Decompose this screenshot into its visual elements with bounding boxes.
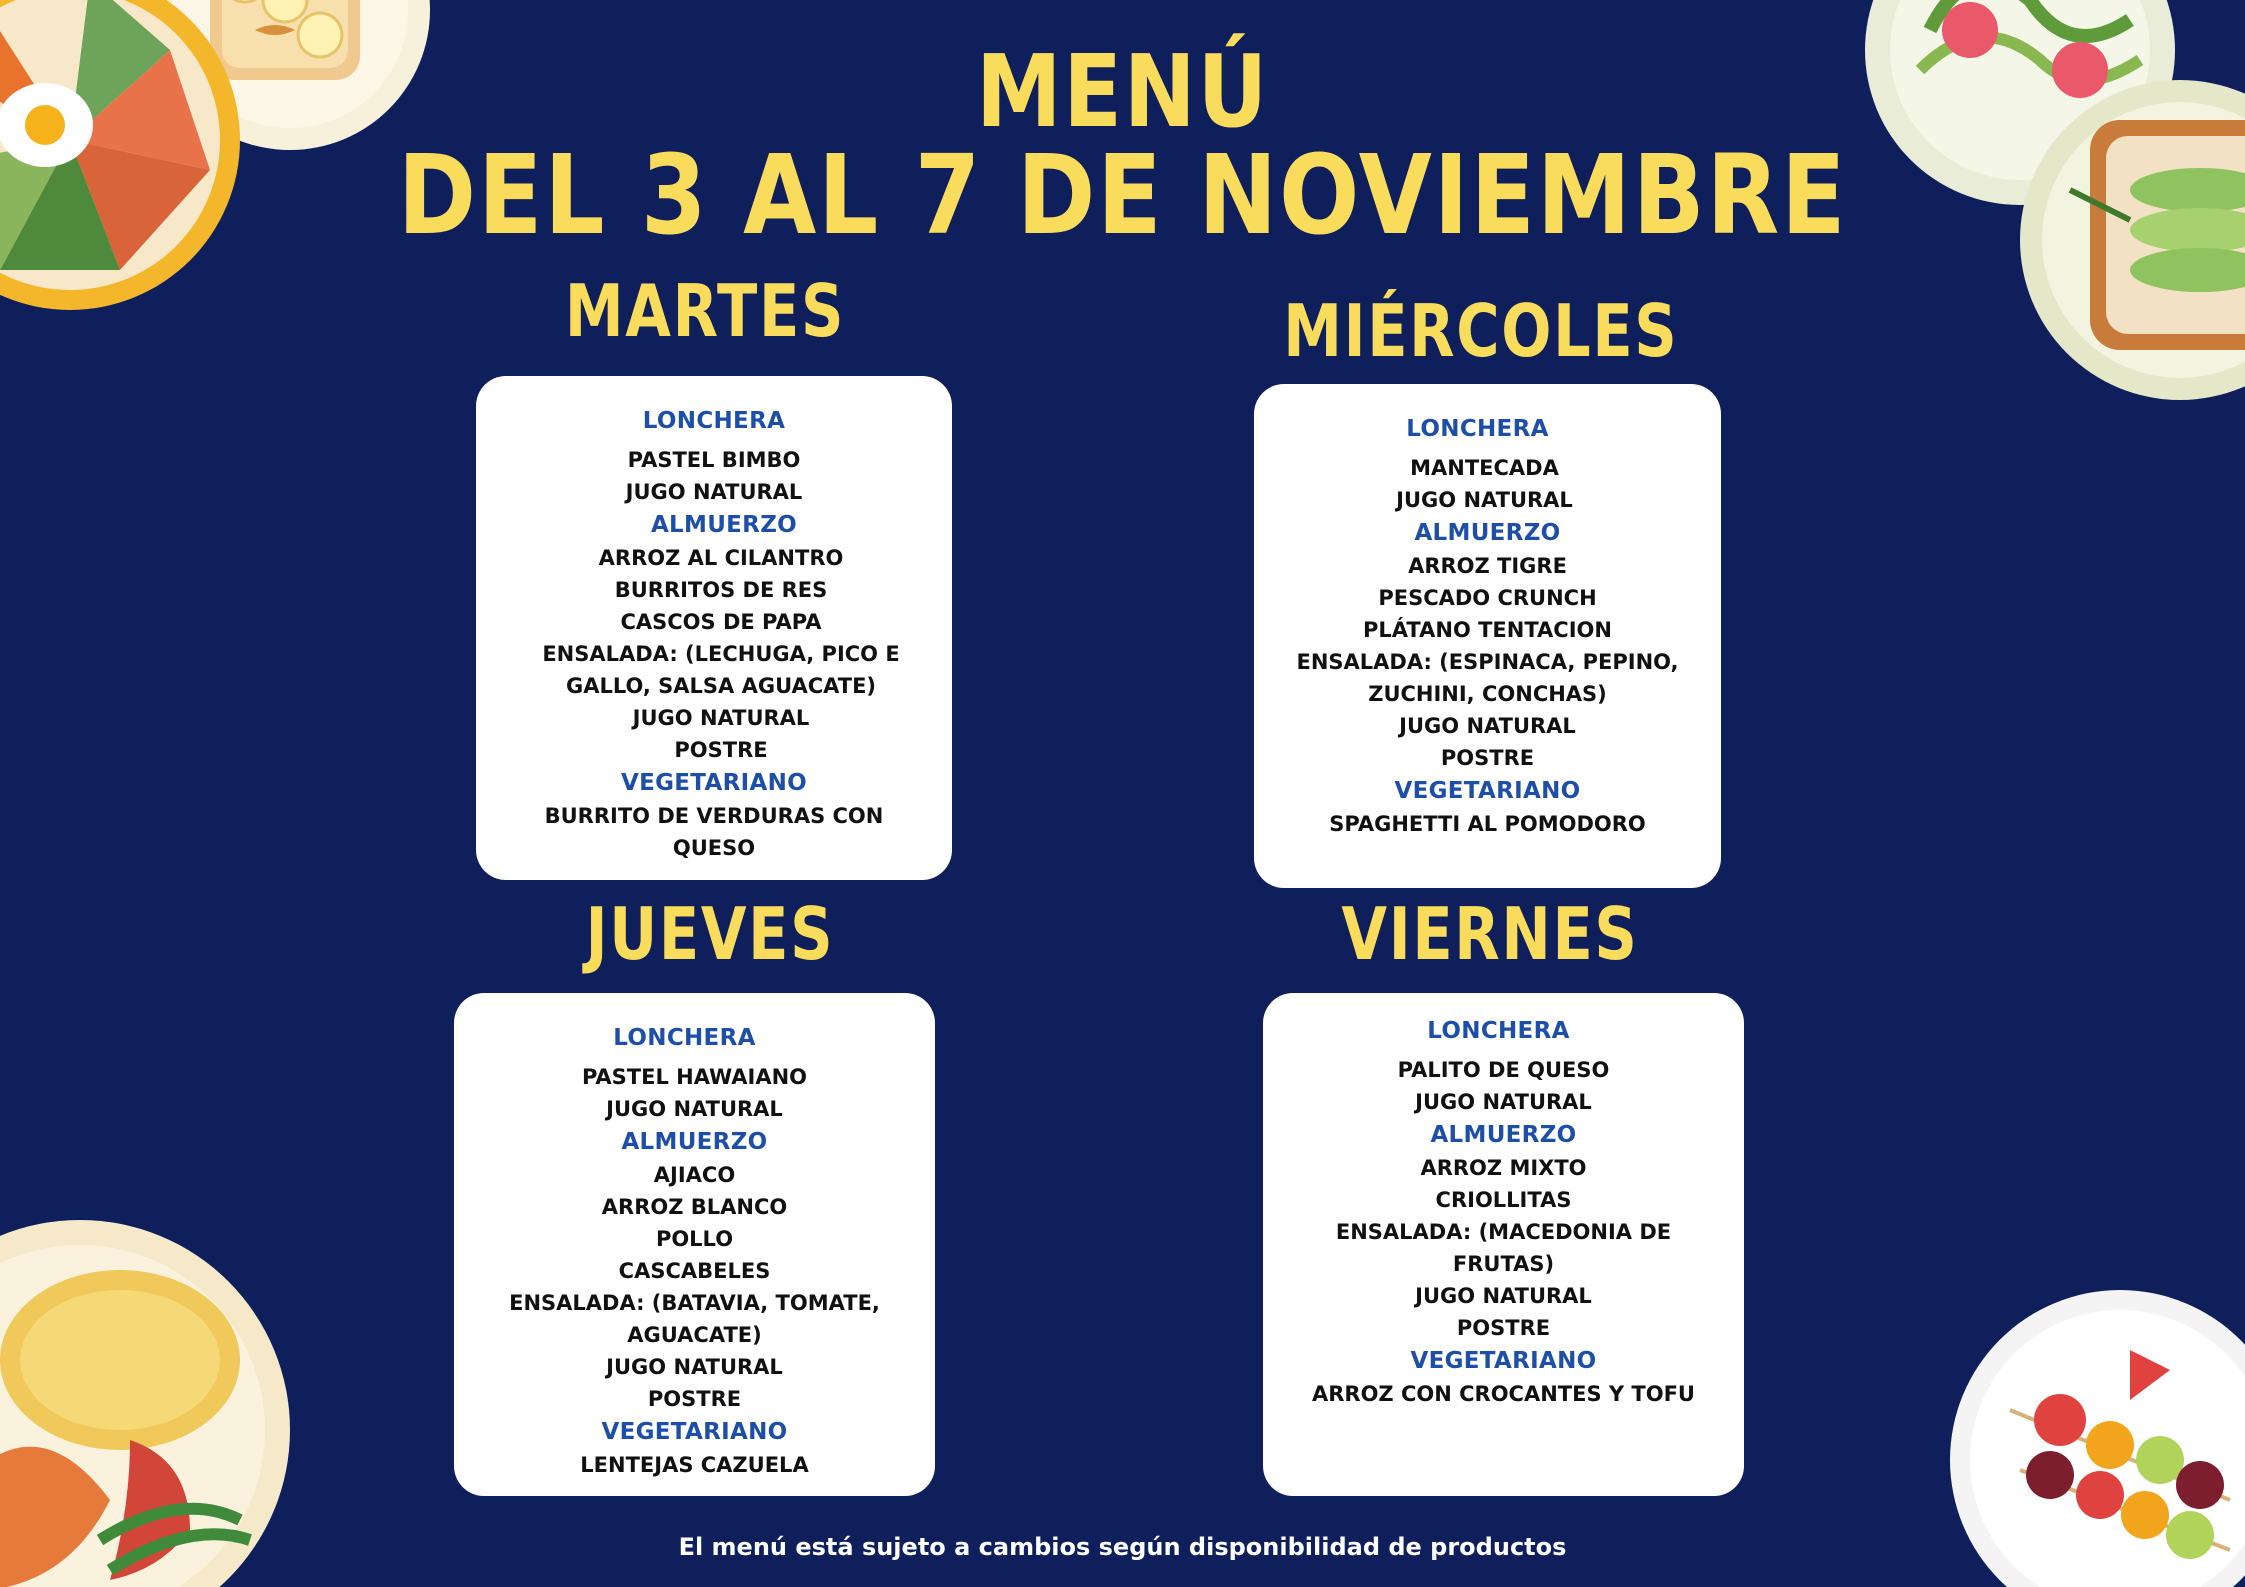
menu-card-miercoles (1254, 384, 1721, 888)
menu-item: POLLO (655, 1227, 734, 1251)
menu-card-martes (476, 376, 952, 880)
day-title-viernes: VIERNES (1341, 892, 1639, 976)
menu-item: FRUTAS) (1452, 1252, 1555, 1276)
section-lonchera: LONCHERA (1406, 416, 1549, 442)
menu-item: ARROZ MIXTO (1420, 1156, 1587, 1180)
menu-item: ARROZ BLANCO (601, 1195, 788, 1219)
menu-item: ARROZ TIGRE (1408, 554, 1567, 578)
menu-item: JUGO NATURAL (625, 480, 803, 504)
day-title-jueves: JUEVES (585, 892, 835, 976)
section-lonchera: LONCHERA (642, 408, 786, 434)
section-lonchera: LONCHERA (1427, 1018, 1570, 1044)
menu-item: GALLO, SALSA AGUACATE) (565, 674, 877, 698)
section-vegetariano: VEGETARIANO (1394, 778, 1581, 804)
menu-item: BURRITO DE VERDURAS CON (544, 804, 884, 828)
menu-item: JUGO NATURAL (606, 1355, 783, 1379)
menu-item: PASTEL HAWAIANO (581, 1065, 808, 1089)
menu-item: POSTRE (1440, 746, 1535, 770)
menu-date-range: DEL 3 AL 7 DE NOVIEMBRE (397, 131, 1848, 259)
menu-item: JUGO NATURAL (606, 1097, 783, 1121)
menu-item: CRIOLLITAS (1435, 1188, 1572, 1212)
menu-item: PLÁTANO TENTACION (1363, 618, 1612, 642)
menu-item: JUGO NATURAL (1396, 488, 1573, 512)
menu-title: MENÚ (975, 33, 1270, 150)
menu-card-viernes (1263, 993, 1744, 1496)
section-vegetariano: VEGETARIANO (601, 1419, 788, 1445)
menu-item: QUESO (672, 836, 756, 860)
menu-item: CASCABELES (618, 1259, 771, 1283)
menu-item: ENSALADA: (LECHUGA, PICO E (542, 642, 900, 666)
section-lonchera: LONCHERA (613, 1025, 756, 1051)
menu-item: POSTRE (674, 738, 768, 762)
menu-item: ENSALADA: (MACEDONIA DE (1335, 1220, 1672, 1244)
menu-item: POSTRE (647, 1387, 742, 1411)
menu-item: PESCADO CRUNCH (1378, 586, 1597, 610)
menu-item: AGUACATE) (627, 1323, 762, 1347)
day-title-martes: MARTES (564, 269, 846, 353)
menu-card-jueves (454, 993, 935, 1496)
menu-item: ARROZ CON CROCANTES Y TOFU (1311, 1382, 1695, 1406)
day-title-miercoles: MIÉRCOLES (1283, 289, 1679, 373)
section-vegetariano: VEGETARIANO (621, 770, 807, 796)
menu-item: JUGO NATURAL (1415, 1284, 1592, 1308)
section-vegetariano: VEGETARIANO (1410, 1348, 1597, 1374)
menu-item: JUGO NATURAL (632, 706, 810, 730)
section-almuerzo: ALMUERZO (621, 1129, 768, 1155)
rice-salmon-plate-icon (0, 1210, 330, 1587)
menu-item: AJIACO (653, 1163, 736, 1187)
menu-item: POSTRE (1456, 1316, 1551, 1340)
menu-item: MANTECADA (1410, 456, 1559, 480)
menu-item: PASTEL BIMBO (627, 448, 801, 472)
menu-item: JUGO NATURAL (1415, 1090, 1592, 1114)
section-almuerzo: ALMUERZO (650, 512, 798, 538)
menu-item: SPAGHETTI AL POMODORO (1329, 812, 1646, 836)
menu-item: JUGO NATURAL (1399, 714, 1576, 738)
menu-item: ZUCHINI, CONCHAS) (1368, 682, 1607, 706)
menu-item: ARROZ AL CILANTRO (598, 546, 844, 570)
menu-item: CASCOS DE PAPA (620, 610, 822, 634)
menu-item: ENSALADA: (ESPINACA, PEPINO, (1296, 650, 1679, 674)
menu-item: PALITO DE QUESO (1397, 1058, 1610, 1082)
footer-note: El menú está sujeto a cambios según disponibilidad de productos (678, 1533, 1567, 1561)
section-almuerzo: ALMUERZO (1414, 520, 1561, 546)
menu-item: BURRITOS DE RES (614, 578, 828, 602)
menu-item: ENSALADA: (BATAVIA, TOMATE, (509, 1291, 880, 1315)
section-almuerzo: ALMUERZO (1430, 1122, 1577, 1148)
menu-item: LENTEJAS CAZUELA (580, 1453, 809, 1477)
